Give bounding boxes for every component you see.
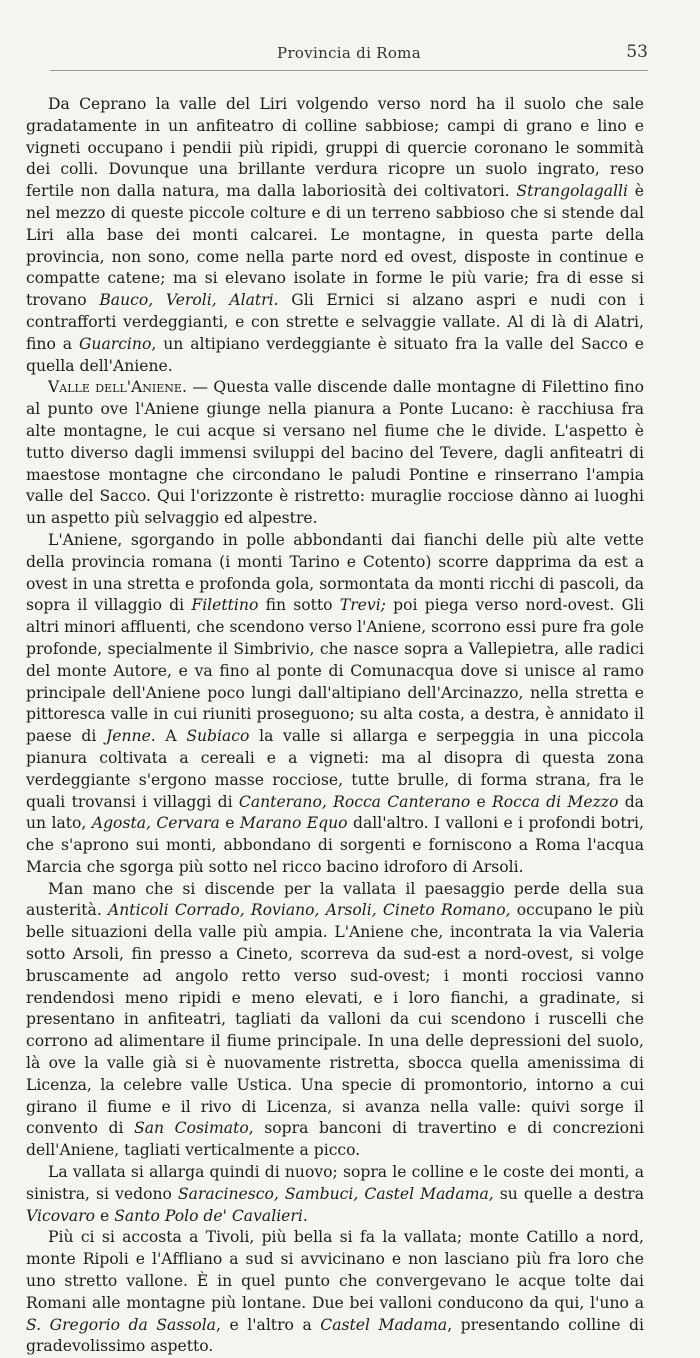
italic-place-name: Rocca di Mezzo bbox=[491, 792, 619, 811]
italic-place-name: Saracinesco, Sambuci, Castel Madama, bbox=[178, 1184, 494, 1203]
text-run: , un altipiano verdeggiante è situato fra la valle del Sacco e quella dell'Aniene. bbox=[26, 334, 644, 375]
running-title: Provincia di Roma bbox=[277, 44, 421, 62]
text-run: , e l'altro a bbox=[215, 1315, 321, 1334]
text-run: Man mano che si discende per la vallata il paesaggio perde della sua austerità. bbox=[26, 879, 644, 920]
text-run: , sopra banconi di travertino e di concrezioni dell'Aniene, tagliati verticalmente a picco. bbox=[26, 1119, 644, 1160]
text-run: dall'altro. I valloni e i profondi botri, che s'aprono sui monti, abbondano di sorgenti e forniscono a Roma l'acqua Marcia che sgorga più sotto nel ricco bacino idroforo di Arsoli. bbox=[26, 814, 644, 876]
italic-place-name: Trevi; bbox=[339, 596, 386, 615]
header-rule bbox=[50, 70, 648, 71]
italic-place-name: Strangolagalli bbox=[516, 182, 629, 201]
text-run: da un lato, bbox=[26, 792, 644, 833]
text-run: fin sotto bbox=[258, 596, 340, 615]
italic-place-name: Bauco, Veroli, Alatri. bbox=[99, 291, 279, 310]
text-run: occupano le più belle situazioni della valle più ampia. L'Aniene che, incontrata la via Valeria sotto Arsoli, fin presso a Cineto, scorreva da sud-est a nord-ovest, si volge bruscamente ad angolo retto verso sud-ovest; i monti rocciosi vanno rendendosi meno ripidi e meno elevati, e i loro fianchi, a gradinate, si presentano in anfiteatri, tagliati da valloni da cui scendono i ruscelli che corrono ad alimentare il fiume principale. In una delle depressioni del suolo, là ove la valle già si è nuovamente ristretta, sbocca quella amenissima di Licenza, la celebre valle Ustica. Una specie di promontorio, intorno a cui girano il fiume e il rivo di Licenza, si avanza nella valle: quivi sorge il convento di bbox=[26, 901, 644, 1138]
text-run: la valle si allarga e serpeggia in una piccola pianura coltivata a cereali e a vigneti: ma al disopra di questa zona verdeggiante s'ergono masse rocciose, tutte brulle, di forma strana, fra le quali trovansi i villaggi di bbox=[26, 727, 644, 811]
text-run: è nel mezzo di queste piccole colture e di un terreno sabbioso che si stende dal Liri alla base dei monti calcarei. Le montagne, in questa parte della provincia, non sono, come nella parte nord ed ovest, disposte in continue e compatte catene; ma si elevano isolate in forme le più varie; fra di esse si trovano bbox=[26, 182, 645, 310]
paragraph bbox=[26, 530, 644, 879]
italic-place-name: Guarcino bbox=[78, 334, 152, 353]
italic-place-name: Marano Equo bbox=[239, 814, 348, 833]
running-head bbox=[50, 44, 648, 66]
text-run: Da Ceprano la valle del Liri volgendo verso nord ha il suolo che sale gradatamente in un anfiteatro di colline sabbiose; campi di grano e lino e vigneti occupano i pendii più ripidi, gruppi di quercie coronano le sommità dei colli. Dovunque una brillante verdura ricopre un suolo ingrato, reso fertile non dalla natura, ma dalla laboriosità dei coltivatori. bbox=[26, 95, 644, 201]
text-run: su quelle a destra bbox=[493, 1184, 644, 1203]
italic-place-name: Jenne. bbox=[106, 727, 156, 746]
italic-place-name: Canterano, Rocca Canterano bbox=[238, 792, 471, 811]
text-run: e bbox=[95, 1206, 115, 1225]
paragraph bbox=[26, 1162, 644, 1227]
page-number: 53 bbox=[626, 42, 648, 62]
text-run: e bbox=[219, 814, 240, 833]
italic-place-name: Anticoli Corrado, Roviano, Arsoli, Cineto Romano, bbox=[108, 901, 511, 920]
italic-place-name: S. Gregorio da Sassola bbox=[26, 1315, 216, 1334]
text-run: , presentando colline di gradevolissimo aspetto. bbox=[26, 1315, 645, 1356]
italic-place-name: Subiaco bbox=[186, 727, 250, 746]
paragraph bbox=[26, 94, 644, 377]
text-run: A bbox=[155, 727, 187, 746]
text-run: Più ci si accosta a Tivoli, più bella si fa la vallata; monte Catillo a nord, monte Ripoli e l'Affliano a sud si avvicinano e non lasciano più fra loro che uno stretto vallone. È in quel punto che convergevano le acque tolte dai Romani alle montagne più lontane. Due bei valloni conducono da qui, l'uno a bbox=[26, 1228, 644, 1312]
page-body bbox=[26, 94, 644, 1358]
text-run: La vallata si allarga quindi di nuovo; sopra le colline e le coste dei monti, a sinistra, si vedono bbox=[26, 1163, 644, 1203]
italic-place-name: Agosta, Cervara bbox=[91, 814, 220, 833]
paragraph bbox=[26, 1227, 644, 1358]
paragraph bbox=[26, 377, 644, 530]
paragraph bbox=[26, 879, 644, 1162]
text-run: Gli Ernici si alzano aspri e nudi con i contrafforti verdeggianti, e con strette e selvaggie vallate. Al di là di Alatri, fino a bbox=[26, 291, 644, 353]
italic-place-name: Castel Madama bbox=[320, 1315, 448, 1334]
italic-place-name: Filettino bbox=[191, 596, 259, 615]
italic-place-name: Vicovaro bbox=[26, 1206, 96, 1225]
text-run: L'Aniene, sgorgando in polle abbondanti dai fianchi delle più alte vette della provincia romana (i monti Tarino e Cotento) scorre dapprima da est a ovest in una stretta e profonda gola, sormontata da monti ricchi di pascoli, da sopra il villaggio di bbox=[26, 530, 644, 615]
text-run: — Questa valle discende dalle montagne di Filettino fino al punto ove l'Aniene giunge nella pianura a Ponte Lucano: è racchiusa fra alte montagne, le cui acque si versano nel fiume che le divide. L'aspetto è tutto diverso dagli immensi sviluppi del bacino del Tevere, dagli anfiteatri di maestose montagne che circondano le paludi Pontine e rinserrano l'ampia valle del Sacco. Qui l'orizzonte è ristretto: muraglie rocciose dànno ai luoghi un aspetto più selvaggio ed alpestre. bbox=[26, 378, 644, 528]
text-run: poi piega verso nord-ovest. Gli altri minori affluenti, che scendono verso l'Aniene, scorrono essi pure fra gole profonde, specialmente il Simbrivio, che nasce sopra a Vallepietra, alle radici del monte Autore, e va fino al ponte di Comunacqua dove si unisce al ramo principale dell'Aniene poco lungi dall'altipiano dell'Arcinazzo, nella stretta e pittoresca valle in cui riuniti proseguono; su alta costa, a destra, è annidato il paese di bbox=[26, 596, 644, 746]
text-run: e bbox=[470, 792, 492, 811]
italic-place-name: Santo Polo de' Cavalieri. bbox=[114, 1206, 308, 1225]
italic-place-name: San Cosimato bbox=[134, 1119, 249, 1138]
section-heading: Valle dell'Aniene. bbox=[48, 378, 187, 397]
